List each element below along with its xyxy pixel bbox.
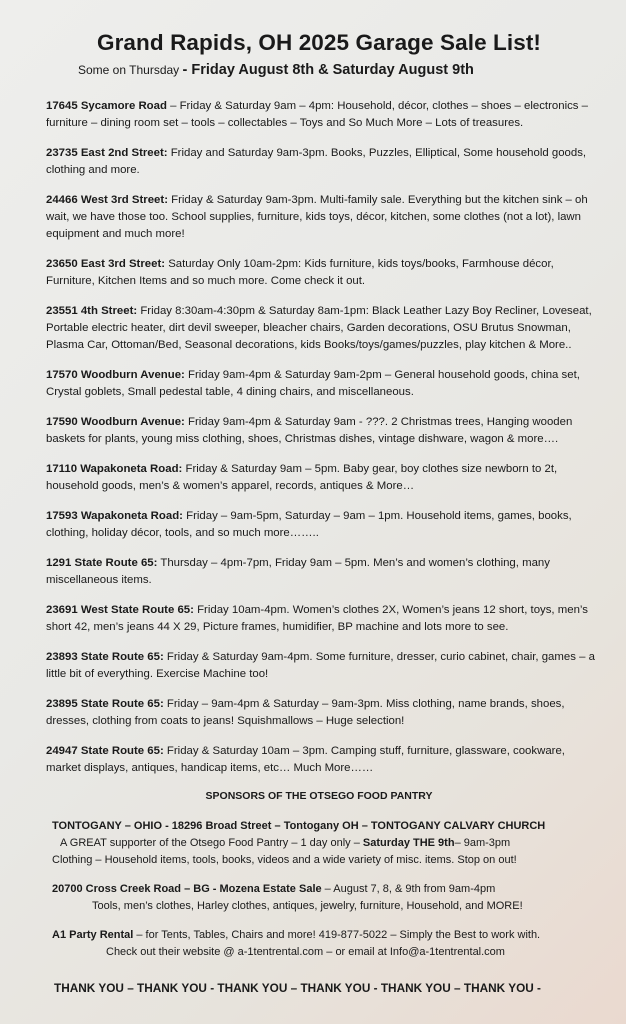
sale-entry bbox=[46, 367, 598, 401]
sale-address: 23895 State Route 65: bbox=[46, 698, 164, 710]
sale-address: 17110 Wapakoneta Road: bbox=[46, 463, 183, 475]
sale-entry bbox=[46, 98, 598, 132]
sale-address: 23650 East 3rd Street: bbox=[46, 258, 166, 270]
sponsor-mozena-estate-sale bbox=[52, 881, 602, 915]
sale-entry bbox=[46, 649, 598, 683]
sale-entry bbox=[46, 192, 598, 243]
sale-address: 23735 East 2nd Street: bbox=[46, 147, 168, 159]
sponsor-line bbox=[52, 881, 602, 898]
sale-address: 23691 West State Route 65: bbox=[46, 604, 194, 616]
sale-details: Friday and Saturday 9am-3pm. Books, Puzzles, Elliptical, Some household goods, clothing and more. bbox=[46, 147, 587, 176]
sponsor-line: Check out their website @ a-1tentrental.com – or email at Info@a-1tentrental.com bbox=[106, 946, 505, 958]
sale-entry bbox=[46, 508, 598, 542]
sponsor-line bbox=[52, 835, 602, 852]
sponsor-hours: – 9am-3pm bbox=[454, 837, 511, 849]
sale-address: 24466 West 3rd Street: bbox=[46, 194, 168, 206]
sponsor-dates: – August 7, 8, & 9th from 9am-4pm bbox=[321, 883, 496, 895]
sale-details: Friday 9am-4pm & Saturday 9am - ???. 2 Christmas trees, Hanging wooden baskets for plants, young miss clothing, shoes, Christmas dishes, vintage dishware, wagon & more…. bbox=[46, 416, 573, 445]
sale-dates bbox=[78, 62, 596, 78]
sale-details: Friday & Saturday 10am – 3pm. Camping stuff, furniture, glassware, cookware, market displays, antiques, handicap items, etc… Much More…… bbox=[46, 745, 565, 774]
sponsor-head: A1 Party Rental bbox=[52, 929, 134, 941]
sale-address: 24947 State Route 65: bbox=[46, 745, 164, 757]
sale-details: Friday 8:30am-4:30pm & Saturday 8am-1pm: Black Leather Lazy Boy Recliner, Loveseat, Portable electric heater, dirt devil sweeper, bleacher chairs, Garden decorations, OSU Brutus Snowman, Plasma Car, Ottoman/Bed, Seasonal decorations, kids Books/toys/games/puzzles, play kitchen & More.. bbox=[46, 305, 592, 351]
sale-address: 17590 Woodburn Avenue: bbox=[46, 416, 185, 428]
sale-details: Saturday Only 10am-2pm: Kids furniture, kids toys/books, Farmhouse décor, Furniture, Kitchen Items and so much more. Come check it out. bbox=[46, 258, 554, 287]
sponsor-head: TONTOGANY – OHIO - 18296 Broad Street – Tontogany OH – TONTOGANY CALVARY CHURCH bbox=[52, 820, 546, 832]
sale-entry bbox=[46, 461, 598, 495]
sale-details: Friday & Saturday 9am-3pm. Multi-family sale. Everything but the kitchen sink – oh wait, we have those too. School supplies, furniture, kids toys, décor, kitchen, some clothes (not a lot), lawn equipment and much more! bbox=[46, 194, 588, 240]
sale-details: Friday & Saturday 9am-4pm. Some furniture, dresser, curio cabinet, chair, games – a little bit of everything. Exercise Machine too! bbox=[46, 651, 595, 680]
sponsor-head: 20700 Cross Creek Road – BG - Mozena Estate Sale bbox=[52, 883, 322, 895]
sale-details: Friday & Saturday 9am – 5pm. Baby gear, boy clothes size newborn to 2t, household goods, men’s & women’s apparel, records, antiques & More… bbox=[46, 463, 558, 492]
sponsor-tontogany-church bbox=[52, 818, 602, 869]
sponsor-day: Saturday THE 9th bbox=[362, 837, 455, 849]
sale-entry bbox=[46, 256, 598, 290]
sponsor-text: – for Tents, Tables, Chairs and more! 419-877-5022 – Simply the Best to work with. bbox=[133, 929, 541, 941]
sale-entry bbox=[46, 145, 598, 179]
sale-entry bbox=[46, 743, 598, 777]
sale-address: 1291 State Route 65: bbox=[46, 557, 158, 569]
page-title: Grand Rapids, OH 2025 Garage Sale List! bbox=[96, 30, 542, 55]
sale-entry bbox=[46, 555, 598, 589]
sale-details: Friday 9am-4pm & Saturday 9am-2pm – General household goods, china set, Crystal goblets, Small pedestal table, 4 dining chairs, and miscellaneous. bbox=[46, 369, 580, 398]
sale-address: 17593 Wapakoneta Road: bbox=[46, 510, 183, 522]
subtitle-main: - Friday August 8th & Saturday August 9th bbox=[182, 62, 474, 78]
sale-entry bbox=[46, 303, 598, 354]
sponsor-line bbox=[52, 927, 602, 944]
sale-entry bbox=[46, 602, 598, 636]
sale-details: Friday – 9am-4pm & Saturday – 9am-3pm. Miss clothing, name brands, shoes, dresses, clothing from coats to jeans! Squishmallows – Huge selection! bbox=[46, 698, 565, 727]
sale-entry bbox=[46, 696, 598, 730]
sale-details: Friday – 9am-5pm, Saturday – 9am – 1pm. Household items, games, books, clothing, holiday décor, tools, and so much more…….. bbox=[46, 510, 572, 539]
sale-address: 17645 Sycamore Road bbox=[46, 100, 167, 112]
sale-details: – Friday & Saturday 9am – 4pm: Household, décor, clothes – shoes – electronics – furniture – dining room set – tools – collectables – Toys and So Much More – Lots of treasures. bbox=[46, 100, 588, 129]
sponsor-line: Tools, men’s clothes, Harley clothes, antiques, jewelry, furniture, Household, and MORE! bbox=[92, 900, 523, 912]
sale-entry bbox=[46, 414, 598, 448]
sponsors-heading: SPONSORS OF THE OTSEGO FOOD PANTRY bbox=[205, 790, 433, 802]
sale-address: 17570 Woodburn Avenue: bbox=[46, 369, 185, 381]
subtitle-prefix: Some on Thursday bbox=[78, 63, 180, 77]
sale-details: Friday 10am-4pm. Women’s clothes 2X, Women’s jeans 12 short, toys, men’s short 42, men’s jeans 44 X 29, Picture frames, humidifier, BP machine and lots more to see. bbox=[46, 604, 588, 633]
sponsor-text: A GREAT supporter of the Otsego Food Pantry – 1 day only – bbox=[60, 837, 363, 849]
thank-you-footer: THANK YOU – THANK YOU - THANK YOU – THANK YOU - THANK YOU – THANK YOU - bbox=[54, 981, 541, 995]
sponsor-line: Clothing – Household items, tools, books, videos and a wide variety of misc. items. Stop on out! bbox=[52, 854, 517, 866]
sale-details: Thursday – 4pm-7pm, Friday 9am – 5pm. Men’s and women’s clothing, many miscellaneous items. bbox=[46, 557, 550, 586]
sale-address: 23551 4th Street: bbox=[46, 305, 138, 317]
sponsor-a1-party-rental bbox=[52, 927, 602, 961]
sale-address: 23893 State Route 65: bbox=[46, 651, 164, 663]
